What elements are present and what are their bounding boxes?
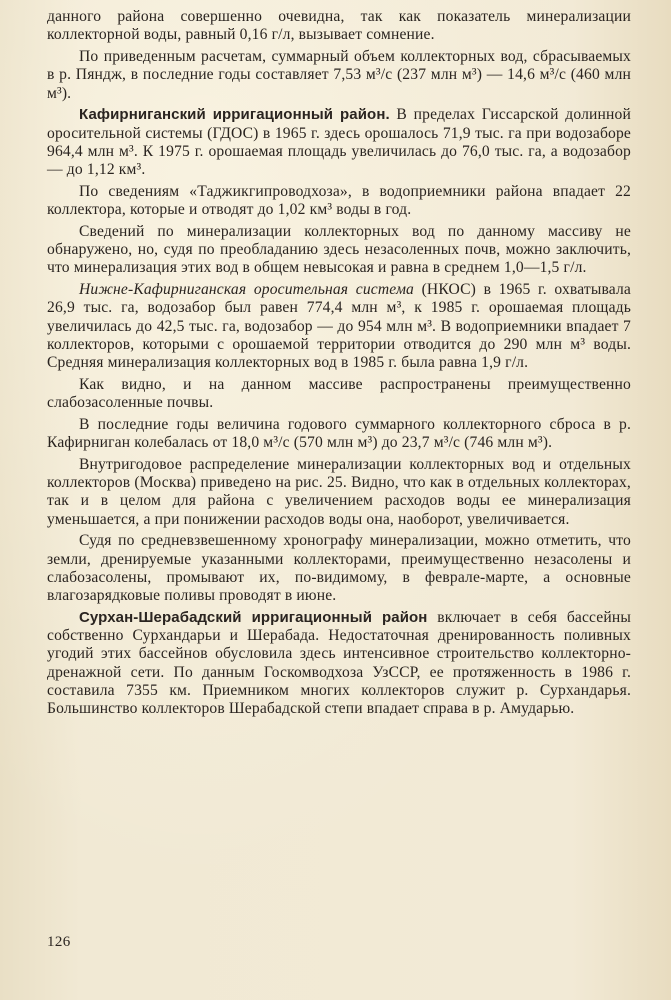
section-heading-kafirnigan: Кафирниганский ирригационный район.: [79, 106, 390, 124]
paragraph-11: [47, 609, 631, 719]
paragraph-5: Сведений по минерализации коллекторных вод по данному массиву не обнаружено, но, судя по преобладанию здесь незасоленных почв, можно заключить, что минерализация этих вод в общем невысокая и равна в среднем 1,0—1,5 г/л.: [47, 222, 631, 277]
paragraph-8: В последние годы величина годового суммарного коллекторного сброса в р. Кафирниган колебалась от 18,0 м³/с (570 млн м³) до 23,7 м³/с (746 млн м³).: [47, 415, 631, 451]
page-body: [47, 8, 631, 722]
paragraph-4: По сведениям «Таджикгипроводхоза», в водоприемники района впадает 22 коллектора, которые и отводят до 1,02 км³ воды в год.: [47, 182, 631, 218]
paragraph-1: данного района совершенно очевидна, так как показатель минерализации коллекторной воды, равный 0,16 г/л, вызывает сомнение.: [47, 8, 631, 44]
paragraph-7: Как видно, и на данном массиве распространены преимущественно слабозасоленные почвы.: [47, 375, 631, 411]
paragraph-10: Судя по средневзвешенному хронографу минерализации, можно отметить, что земли, дренируемые указанными коллекторами, преимущественно незасолены и слабозасолены, промывают их, по-видимому, в феврале-марте, а основные влагозарядковые поливы проводят в июне.: [47, 532, 631, 604]
subsection-heading-nkos: Нижне-Кафирниганская оросительная система: [79, 281, 415, 298]
paragraph-9: Внутригодовое распределение минерализации коллекторных вод и отдельных коллекторов (Москва) приведено на рис. 25. Видно, что как в отдельных коллекторах, так и в целом для района с увеличением расходов воды ее минерализация уменьшается, а при понижении расходов воды она, наоборот, увеличивается.: [47, 455, 631, 528]
paragraph-6-text: (НКОС) в 1965 г. охватывала 26,9 тыс. га, водозабор был равен 774,4 млн м³, к 1985 г. орошаемая площадь увеличилась до 42,5 тыс. га, водозабор — до 954 млн м³. В водоприемники впадает 7 коллекторов, которыми с орошаемой территории отводится до 290 млн м³ воды. Средняя минерализация коллекторных вод в 1985 г. была равна 1,9 г/л.: [47, 281, 631, 371]
paragraph-2: По приведенным расчетам, суммарный объем коллекторных вод, сбрасываемых в р. Пяндж, в последние годы составляет 7,53 м³/с (237 млн м³) — 14,6 м³/с (460 млн м³).: [47, 48, 631, 102]
section-heading-surkhan-sherabad: Сурхан-Шерабадский ирригационный район: [79, 608, 428, 626]
paragraph-3-text: В пределах Гиссарской долинной оросительной системы (ГДОС) в 1965 г. здесь орошалось 71,9 тыс. га при водозаборе 964,4 млн м³. К 1975 г. орошаемая площадь увеличилась до 76,0 тыс. га, а водозабор — до 1,12 км³.: [47, 106, 631, 178]
page-number: 126: [47, 934, 71, 950]
paragraph-6: [47, 281, 631, 372]
paragraph-11-text: включает в себя бассейны собственно Сурхандарьи и Шерабада. Недостаточная дренированность поливных угодий этих бассейнов обусловила здесь интенсивное строительство коллекторно-дренажной сети. По данным Госкомводхоза УзССР, ее протяженность в 1986 г. составила 7355 км. Приемником многих коллекторов служит р. Сурхандарья. Большинство коллекторов Шерабадской степи впадает справа в р. Амударью.: [47, 608, 631, 717]
paragraph-3: [47, 106, 631, 179]
